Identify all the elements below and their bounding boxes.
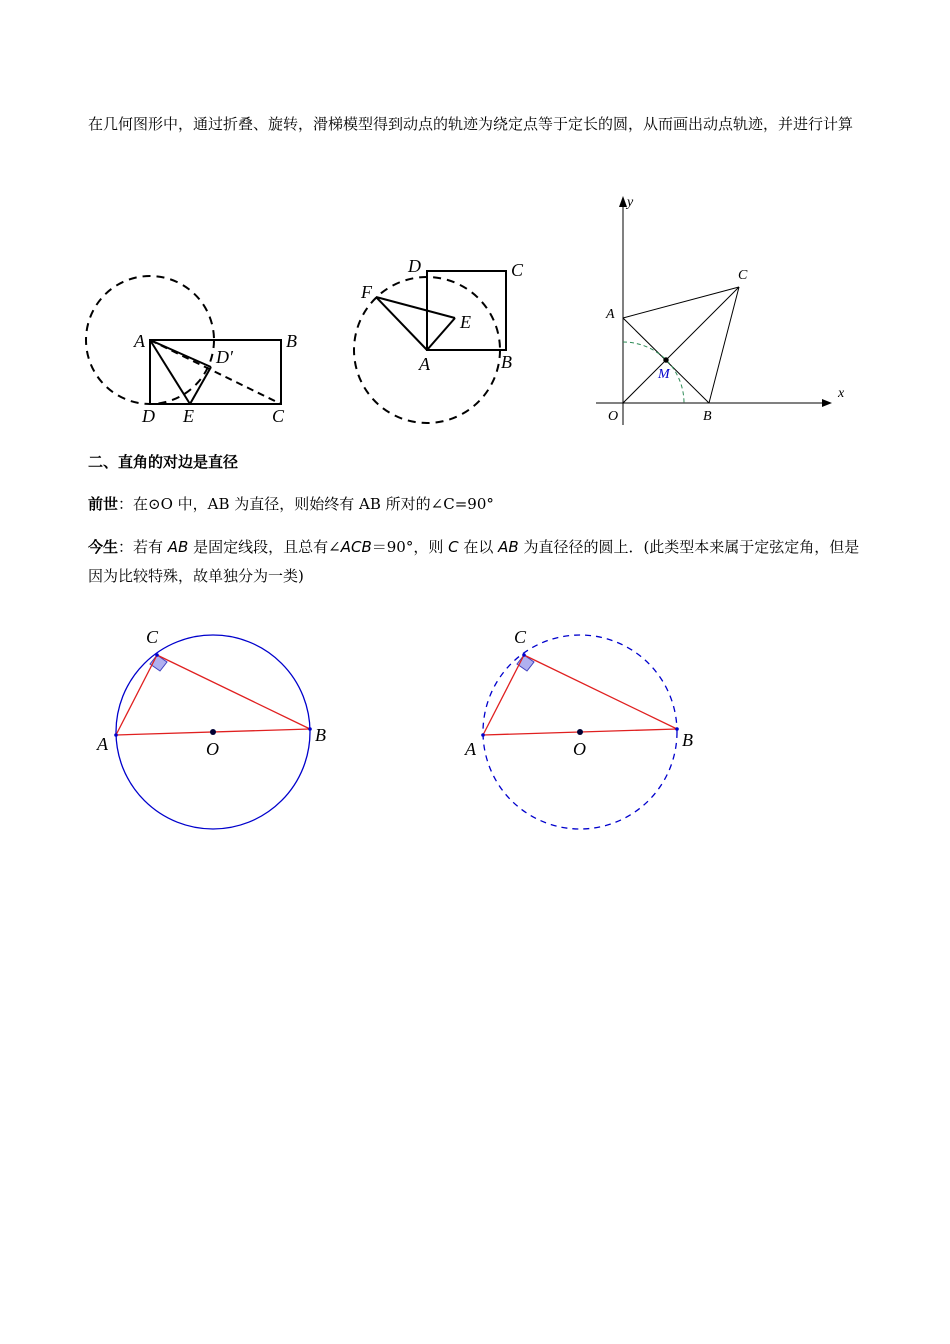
now-text-2: 是固定线段，且总有∠: [188, 538, 341, 556]
fig4-label-O: O: [206, 739, 219, 759]
past-paragraph: [88, 490, 868, 519]
fig5-label-O: O: [573, 739, 586, 759]
fig4-label-A: A: [97, 734, 108, 754]
fig2-segment-AE: [427, 318, 455, 350]
figure-1-folding: [86, 276, 281, 404]
fig1-label-D-prime: D′: [216, 347, 233, 367]
fig3-label-A: A: [606, 307, 615, 322]
figure-3-coordinates: [596, 196, 832, 425]
intro-text: 在几何图形中，通过折叠、旋转，滑梯模型得到动点的轨迹为绕定点等于定长的圆，从而画出动点轨迹，并进行计算: [88, 115, 854, 133]
fig2-dashed-circle: [354, 277, 500, 423]
fig4-point-B: [308, 727, 312, 731]
fig1-dashed-circle: [86, 276, 214, 404]
fig3-segment-AB: [623, 318, 709, 403]
fig1-label-A: A: [134, 331, 145, 351]
fig3-point-M: [664, 358, 668, 362]
fig3-y-arrow-icon: [619, 196, 627, 207]
fig5-point-C: [522, 653, 526, 657]
fig1-label-C: C: [272, 406, 285, 426]
fig3-label-O: O: [608, 409, 619, 424]
fig1-rectangle: [150, 340, 281, 404]
figure-5-dashed-circle: [481, 635, 679, 829]
fig3-label-C: C: [738, 268, 748, 283]
now-ab-1: AB: [167, 538, 189, 556]
now-ab-2: AB: [498, 538, 519, 556]
fig3-label-M: M: [658, 367, 670, 382]
fig1-segment-D-prime-E: [190, 367, 211, 404]
fig1-segment-AE: [150, 340, 190, 404]
fig5-point-B: [675, 727, 679, 731]
now-label: 今生: [88, 538, 119, 556]
fig1-segment-AD-prime: [150, 340, 211, 367]
fig4-segment-AC: [116, 655, 157, 735]
fig2-label-B: B: [501, 352, 512, 372]
fig3-label-B: B: [703, 409, 712, 424]
fig2-label-C: C: [511, 260, 524, 280]
figure-4-solid-circle: [114, 635, 312, 829]
figure-2-rotation: [354, 271, 506, 423]
past-text: ：在⊙O 中，AB 为直径，则始终有 AB 所对的∠C=90°: [118, 495, 494, 513]
fig5-label-A: A: [465, 739, 476, 759]
fig5-segment-AC: [483, 655, 524, 735]
fig3-label-x: x: [838, 386, 845, 401]
fig2-label-A: A: [419, 354, 430, 374]
fig2-label-F: F: [361, 282, 372, 302]
fig5-right-angle-mark: [517, 655, 534, 671]
now-paragraph: [88, 533, 868, 591]
fig3-segment-CB: [709, 287, 739, 403]
fig4-point-C: [155, 653, 159, 657]
fig4-circle: [116, 635, 310, 829]
fig2-label-E: E: [460, 312, 471, 332]
fig4-diameter-AB: [116, 729, 310, 735]
fig4-label-C: C: [146, 627, 159, 647]
now-text-5: 为直径径的圆上．(此类型本来属于定弦定角，但是因为比较特殊，故单独分为一类): [88, 538, 860, 585]
fig3-x-arrow-icon: [822, 399, 832, 407]
fig2-label-D: D: [408, 256, 421, 276]
fig1-label-D: D: [142, 406, 155, 426]
fig2-segment-FA: [376, 297, 427, 350]
fig1-label-B: B: [286, 331, 297, 351]
fig5-circle: [483, 635, 677, 829]
fig2-square: [427, 271, 506, 350]
fig5-label-B: B: [682, 730, 693, 750]
fig3-locus-arc: [623, 342, 684, 403]
past-label: 前世: [88, 495, 119, 513]
fig4-label-B: B: [315, 725, 326, 745]
fig4-point-A: [114, 733, 118, 737]
fig1-label-E: E: [183, 406, 194, 426]
fig4-right-angle-mark: [150, 655, 167, 671]
fig3-segment-OC: [623, 287, 739, 403]
now-acb: ACB: [340, 538, 372, 556]
now-text-4: 在以: [458, 538, 499, 556]
now-text-1: ：若有: [118, 538, 168, 556]
now-text-3: ＝90°，则: [371, 538, 449, 556]
fig2-segment-FE: [376, 297, 455, 318]
now-c: C: [448, 538, 459, 556]
fig4-center-O: [210, 729, 216, 735]
section-2-title: 二、直角的对边是直径: [88, 453, 239, 471]
fig3-label-y: y: [627, 195, 634, 210]
fig5-point-A: [481, 733, 485, 737]
fig5-diameter-AB: [483, 729, 677, 735]
fig5-center-O: [577, 729, 583, 735]
intro-paragraph: [88, 110, 868, 139]
fig4-segment-CB: [157, 655, 310, 729]
fig3-segment-AC: [623, 287, 739, 318]
fig5-segment-CB: [524, 655, 677, 729]
fig1-diagonal-AC: [150, 340, 281, 404]
fig5-label-C: C: [514, 627, 527, 647]
